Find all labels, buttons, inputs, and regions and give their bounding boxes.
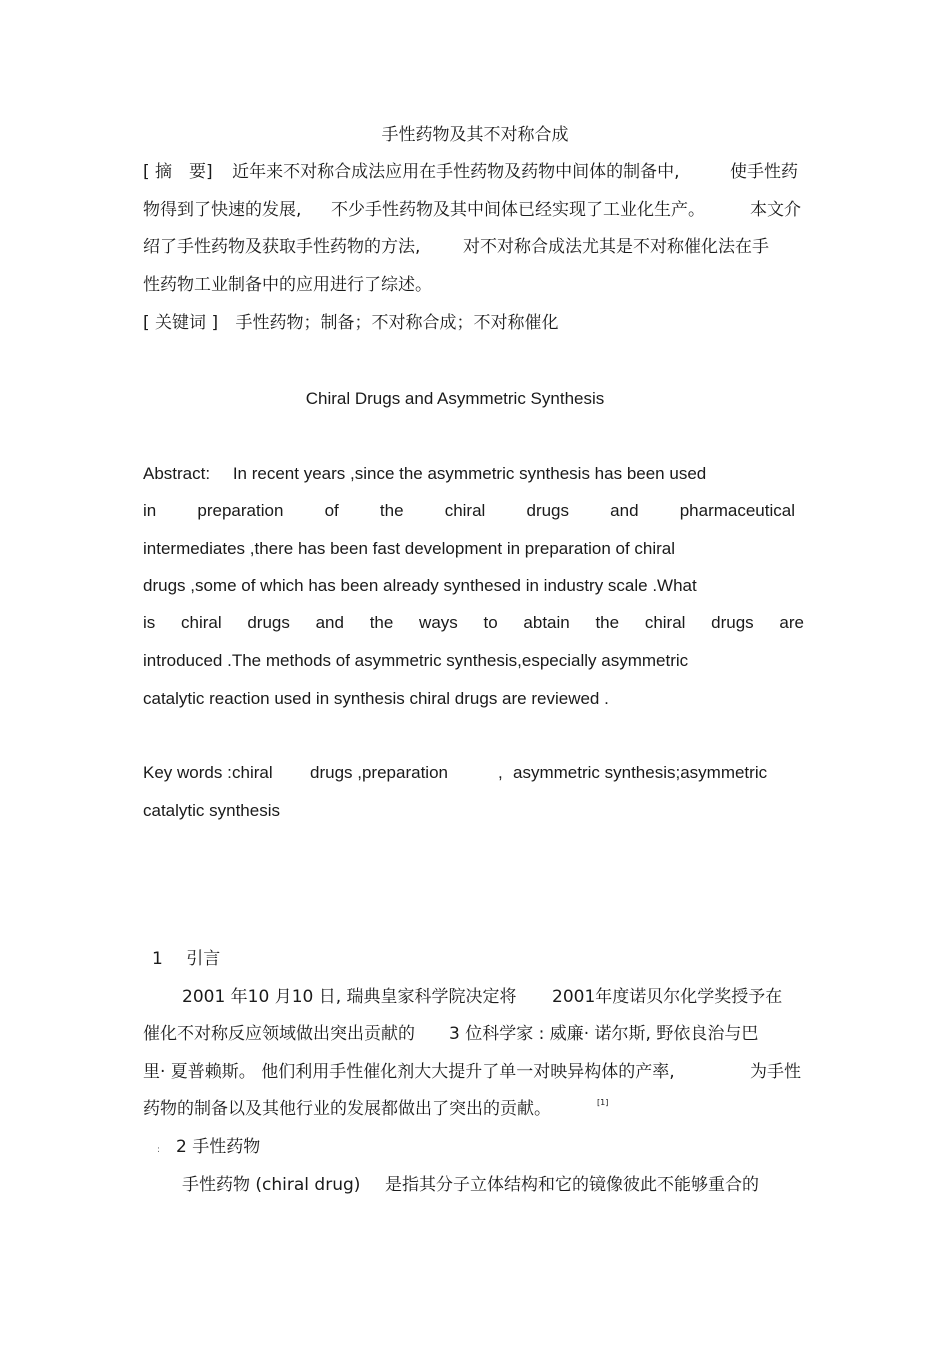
en-abstract-word: drugs (526, 501, 570, 520)
section-1-heading (152, 948, 220, 970)
en-abstract-word: to (483, 613, 498, 632)
section-number: 1 (152, 949, 163, 969)
cn-abstract-text: 近年来不对称合成法应用在手性药物及药物中间体的制备中, (232, 162, 680, 182)
cn-keywords-text: 手性药物；制备；不对称合成；不对称催化 (235, 313, 559, 333)
cn-abstract-label: [ 摘 要] (143, 162, 213, 182)
section-1-text: 2001 年10 月10 日, 瑞典皇家科学院决定将 (182, 987, 517, 1007)
en-abstract-justified-line-5 (143, 612, 804, 634)
en-abstract-word: and (610, 501, 639, 520)
section-2-heading: 2 手性药物 (176, 1137, 261, 1157)
section-1-text: 2001年度诺贝尔化学奖授予在 (552, 987, 783, 1007)
en-abstract-word: in (143, 501, 157, 520)
en-abstract-word: drugs (247, 613, 290, 632)
section-1-text: 药物的制备以及其他行业的发展都做出了突出的贡献。 (143, 1099, 551, 1119)
en-abstract-word: and (315, 613, 344, 632)
en-abstract-word: pharmaceutical (679, 501, 795, 520)
cn-keywords-label: [ 关键词 ] (143, 313, 219, 333)
en-abstract-label: Abstract: (143, 464, 211, 483)
section-2-text: 是指其分子立体结构和它的镜像彼此不能够重合的 (385, 1175, 759, 1195)
cn-keywords (143, 312, 558, 334)
en-abstract-word: the (595, 613, 620, 632)
en-abstract-word: the (379, 501, 404, 520)
en-abstract-word: the (369, 613, 394, 632)
en-abstract-word: ways (419, 613, 458, 632)
chinese-title: 手性药物及其不对称合成 (381, 125, 569, 145)
en-abstract-text: catalytic reaction used in synthesis chiral drugs are reviewed . (143, 689, 609, 708)
section-title: 引言 (186, 949, 221, 969)
en-abstract-text: drugs ,some of which has been already synthesed in industry scale .What (143, 576, 697, 595)
en-abstract-word: abtain (523, 613, 570, 632)
en-abstract-text: In recent years ,since the asymmetric synthesis has been used (232, 464, 707, 483)
en-abstract-justified-line-2 (143, 500, 795, 522)
en-abstract-word: is (143, 613, 156, 632)
en-keywords-text: asymmetric synthesis;asymmetric (513, 763, 768, 782)
english-title: Chiral Drugs and Asymmetric Synthesis (305, 389, 605, 408)
cn-abstract-text: 不少手性药物及其中间体已经实现了工业化生产。 (331, 200, 705, 220)
section-1-text: 里· 夏普赖斯。 他们利用手性催化剂大大提升了单一对映异构体的产率, (143, 1062, 675, 1082)
en-abstract-word: chiral (181, 613, 222, 632)
en-abstract-word: chiral (444, 501, 486, 520)
section-1-text: 3 位科学家 : 威廉· 诺尔斯, 野依良治与巴 (449, 1024, 759, 1044)
cn-abstract-text: 本文介 (750, 200, 801, 220)
en-abstract-word: chiral (644, 613, 686, 632)
section-2-marker: : (157, 1145, 161, 1155)
cn-abstract-text: 物得到了快速的发展, (143, 200, 302, 220)
en-abstract-text: introduced .The methods of asymmetric synthesis,especially asymmetric (143, 651, 689, 670)
cn-abstract-text: 使手性药 (730, 162, 798, 182)
section-2-text: 手性药物 (chiral drug) (182, 1175, 361, 1195)
en-abstract-text: intermediates ,there has been fast development in preparation of chiral (143, 539, 676, 558)
en-keywords-text: drugs ,preparation (310, 763, 448, 782)
en-abstract-word: drugs (711, 613, 754, 632)
en-keywords-text: chiral (232, 763, 273, 782)
cn-abstract-text: 绍了手性药物及获取手性药物的方法, (143, 237, 421, 257)
section-1-text: 催化不对称反应领域做出突出贡献的 (143, 1024, 415, 1044)
en-abstract-word: of (324, 501, 339, 520)
en-abstract-line-1 (143, 463, 706, 485)
en-keywords-text: , (498, 763, 503, 782)
cn-abstract-text: 性药物工业制备中的应用进行了综述。 (143, 275, 432, 295)
citation-ref: [1] (597, 1098, 609, 1107)
en-keywords-text: catalytic synthesis (143, 801, 280, 820)
section-1-text: 为手性 (750, 1062, 801, 1082)
en-keywords-label: Key words : (143, 763, 232, 782)
en-abstract-word: preparation (197, 501, 284, 520)
cn-abstract-text: 对不对称合成法尤其是不对称催化法在手 (463, 237, 769, 257)
cn-abstract-line-1 (143, 161, 679, 183)
en-abstract-word: are (779, 613, 804, 632)
